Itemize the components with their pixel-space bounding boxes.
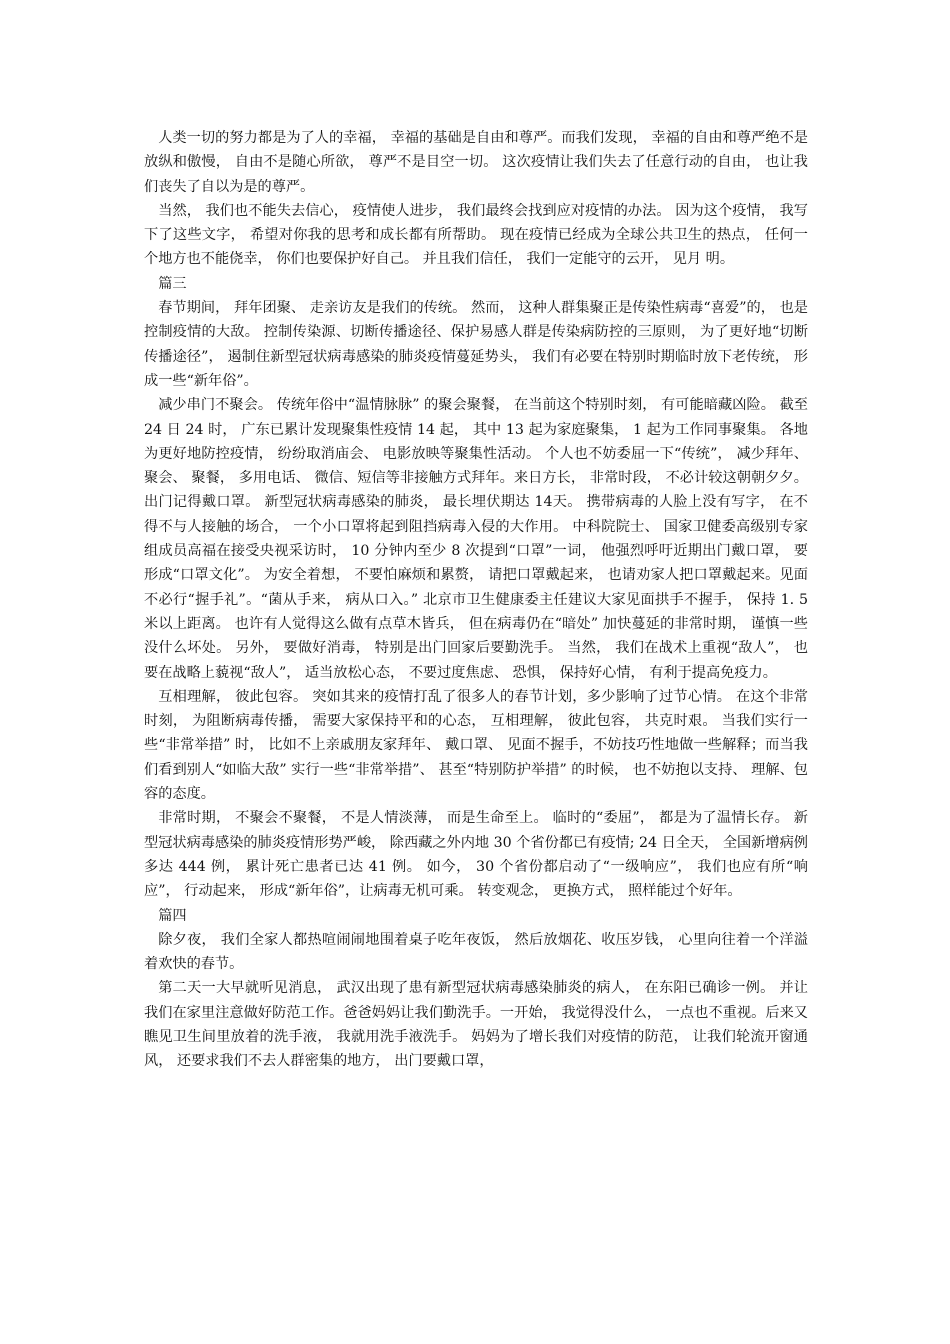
paragraph: 除夕夜， 我们全家人都热喧闹闹地围着桌子吃年夜饭， 然后放烟花、收压岁钱， 心里向往着一个洋溢着欢快的春节。 xyxy=(144,931,808,973)
document-page xyxy=(144,126,808,1074)
paragraph: 春节期间， 拜年团聚、 走亲访友是我们的传统。 然而， 这种人群集聚正是传染性病毒“喜爱”的， 也是控制疫情的大敌。 控制传染源、切断传播途径、保护易感人群是传染病防控的三原则， 为了更好地“切断传播途径”， 遏制住新型冠状病毒感染的肺炎疫情蔓延势头， 我们有必要在特别时期临时放下老传统， 形成一些“新年俗”。 xyxy=(144,300,808,389)
section-heading: 篇三 xyxy=(158,275,187,292)
paragraph: 第二天一大早就听见消息， 武汉出现了患有新型冠状病毒感染肺炎的病人， 在东阳已确诊一例。 并让我们在家里注意做好防范工作。爸爸妈妈让我们勤洗手。一开始， 我觉得没什么， 一点也不重视。后来又瞧见卫生间里放着的洗手液， 我就用洗手液洗手。 妈妈为了增长我们对疫情的防范， 让我们轮流开窗通风， 还要求我们不去人群密集的地方， 出门要戴口罩， xyxy=(144,980,808,1070)
paragraph: 互相理解， 彼此包容。 突如其来的疫情打乱了很多人的春节计划，多少影响了过节心情。 在这个非常时刻， 为阻断病毒传播， 需要大家保持平和的心态， 互相理解， 彼此包容， 共克时艰。 当我们实行一些“非常举措” 时， 比如不上亲戚朋友家拜年、 戴口罩、 见面不握手，不妨技巧性地做一些解释；而当我们看到别人“如临大敌” 实行一些“非常举措”、 甚至“特别防护举措” 的时候， 也不妨抱以支持、 理解、包容的态度。 xyxy=(144,688,808,803)
paragraph: 人类一切的努力都是为了人的幸福， 幸福的基础是自由和尊严。而我们发现， 幸福的自由和尊严绝不是放纵和傲慢， 自由不是随心所欲， 尊严不是目空一切。 这次疫情让我们失去了任意行动的自由， 也让我们丧失了自以为是的尊严。 xyxy=(144,130,808,195)
paragraph: 减少串门不聚会。 传统年俗中“温情脉脉” 的聚会聚餐， 在当前这个特别时刻， 有可能暗藏凶险。 截至 24 日 24 时， 广东已累计发现聚集性疫情 14 起， 其中 13 起为家庭聚集， 1 起为工作同事聚集。 各地为更好地防控疫情， 纷纷取消庙会、 电影放映等聚集性活动。 个人也不妨委屈一下“传统”， 减少拜年、 聚会、 聚餐， 多用电话、 微信、短信等非接触方式拜年。来日方长， 非常时段， 不必计较这朝朝夕夕。出门记得戴口罩。 新型冠状病毒感染的肺炎， 最长埋伏期达 14天。 携带病毒的人脸上没有写字， 在不得不与人接触的场合， 一个小口罩将起到阻挡病毒入侵的大作用。 中科院院士、 国家卫健委高级别专家组成员高福在接受央视采访时， 10 分钟内至少 8 次提到“口罩”一词， 他强烈呼吁近期出门戴口罩， 要形成“口罩文化”。 为安全着想， 不要怕麻烦和累赘， 请把口罩戴起来， 也请劝家人把口罩戴起来。见面不必行“握手礼”。“菌从手来， 病从口入。” 北京市卫生健康委主任建议大家见面拱手不握手， 保持 1. 5 米以上距离。 也许有人觉得这么做有点草木皆兵， 但在病毒仍在“暗处” 加快蔓延的非常时期， 谨慎一些没什么坏处。 另外， 要做好消毒， 特别是出门回家后要勤洗手。 当然， 我们在战术上重视“敌人”， 也要在战略上藐视“敌人”， 适当放松心态， 不要过度焦虑、 恐惧， 保持好心情， 有利于提高免疫力。 xyxy=(144,397,808,681)
section-heading: 篇四 xyxy=(158,907,187,924)
paragraph: 当然， 我们也不能失去信心， 疫情使人进步， 我们最终会找到应对疫情的办法。 因为这个疫情， 我写下了这些文字， 希望对你我的思考和成长都有所帮助。 现在疫情已经成为全球公共卫生的热点， 任何一个地方也不能侥幸， 你们也要保护好自己。 并且我们信任， 我们一定能守的云开， 见月 明。 xyxy=(144,202,808,268)
paragraph: 非常时期， 不聚会不聚餐， 不是人情淡薄， 而是生命至上。 临时的“委屈”， 都是为了温情长存。 新型冠状病毒感染的肺炎疫情形势严峻， 除西藏之外内地 30 个省份都已有疫情; 24 日全天， 全国新增病例多达 444 例， 累计死亡患者已达 41 例。 如今， 30 个省份都启动了“一级响应”， 我们也应有所“响应”， 行动起来， 形成“新年俗”，让病毒无机可乘。 转变观念， 更换方式， 照样能过个好年。 xyxy=(144,810,808,900)
